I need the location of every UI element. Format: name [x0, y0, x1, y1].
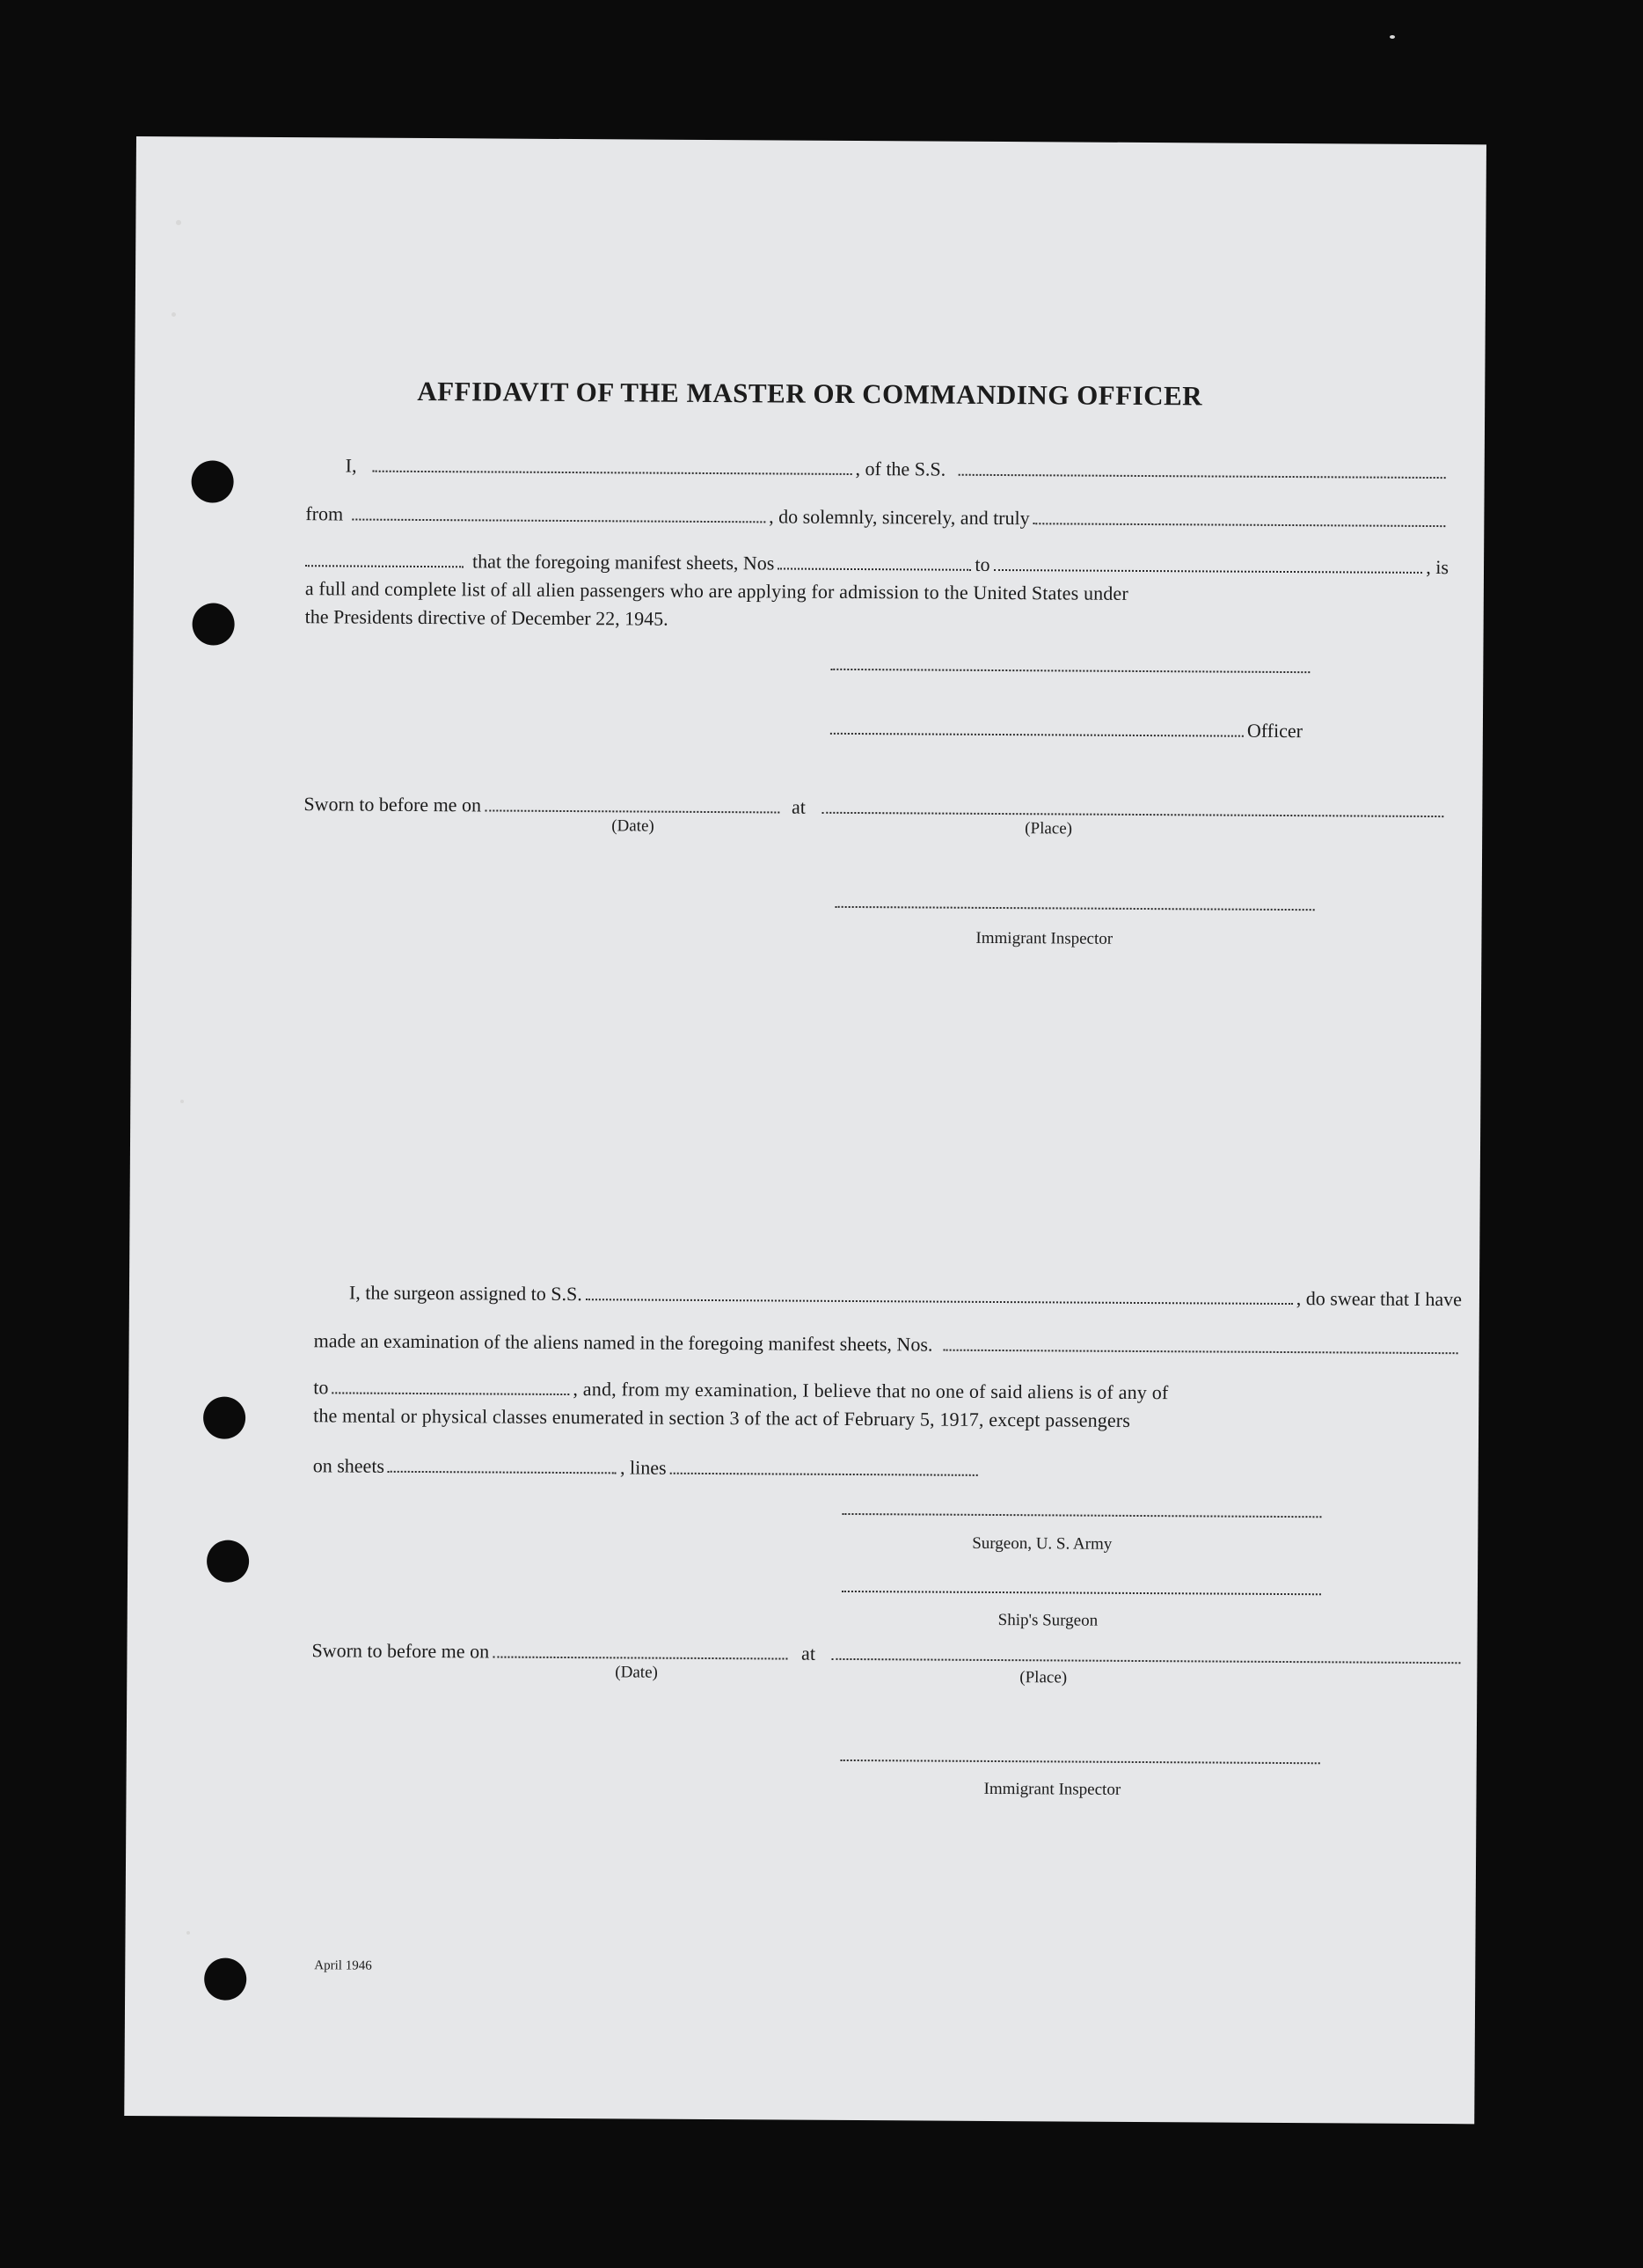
surgeon-ship-field[interactable] — [586, 1298, 1293, 1305]
lines-label: , lines — [619, 1456, 667, 1479]
master-line-5 — [305, 605, 668, 631]
manifest-to-field[interactable] — [994, 568, 1423, 574]
surgeon-sworn-row — [311, 1639, 1464, 1669]
ship-name-field[interactable] — [958, 473, 1445, 479]
surgeon-manifest-to-field[interactable] — [332, 1391, 569, 1395]
from-label: from — [305, 502, 344, 525]
surgeon-sworn-label: Sworn to before me on — [311, 1639, 490, 1663]
oath-field[interactable] — [1033, 522, 1446, 527]
scan-speck — [1390, 35, 1395, 39]
master-statement-text: a full and complete list of all alien passengers who are applying for admission to the United States under — [304, 577, 1128, 604]
examination-text: made an examination of the aliens named in the foregoing manifest sheets, Nos. — [313, 1329, 933, 1356]
surgeon-inspector-signature-line[interactable] — [841, 1760, 1320, 1764]
i-label: I, — [345, 454, 357, 477]
sheets-label: on sheets — [312, 1454, 385, 1477]
surgeon-intro: I, the surgeon assigned to S.S. — [348, 1281, 582, 1306]
scan-speck — [180, 1100, 184, 1103]
punch-hole — [204, 1958, 246, 2001]
punch-hole — [203, 1396, 245, 1438]
surgeon-sworn-place-field[interactable] — [831, 1657, 1460, 1664]
surgeon-date-caption: (Date) — [615, 1663, 658, 1682]
to-label: to — [975, 552, 990, 575]
punch-hole — [191, 460, 233, 502]
ships-surgeon-signature-line[interactable] — [842, 1591, 1321, 1595]
officer-signature-field[interactable] — [830, 732, 1244, 737]
classes-text: the mental or physical classes enumerated in section 3 of the act of February 5, 1917, except passengers — [313, 1404, 1131, 1431]
master-sworn-row — [303, 793, 1447, 823]
oath-continued-field[interactable] — [305, 564, 464, 567]
surgeon-to-label: to — [313, 1376, 329, 1399]
master-line-2 — [305, 502, 1449, 532]
sworn-label: Sworn to before me on — [303, 793, 482, 816]
scan-speck — [176, 220, 181, 225]
at-label: at — [791, 795, 806, 818]
surgeon-place-caption: (Place) — [1019, 1668, 1068, 1687]
surgeon-sworn-date-field[interactable] — [493, 1656, 787, 1660]
surgeon-inspector-caption: Immigrant Inspector — [983, 1779, 1121, 1799]
surgeon-line-5 — [313, 1454, 982, 1482]
manifest-label: that the foregoing manifest sheets, Nos — [471, 550, 775, 574]
directive-text: the Presidents directive of December 22, 1945. — [304, 605, 668, 630]
place-caption: (Place) — [1025, 819, 1073, 838]
sworn-place-field[interactable] — [822, 811, 1443, 817]
army-surgeon-signature-line[interactable] — [842, 1513, 1321, 1518]
surgeon-line-1 — [349, 1282, 1462, 1312]
surgeon-line-3 — [313, 1376, 1461, 1406]
swear-label: , do swear that I have — [1296, 1287, 1463, 1311]
from-port-field[interactable] — [352, 518, 765, 523]
solemnly-label: , do solemnly, sincerely, and truly — [769, 505, 1030, 530]
inspector-caption: Immigrant Inspector — [975, 928, 1114, 948]
form-date: April 1946 — [314, 1958, 372, 1973]
master-line-3 — [305, 549, 1449, 579]
inspector-signature-line[interactable] — [836, 906, 1315, 911]
manifest-from-field[interactable] — [778, 567, 971, 570]
officer-row — [830, 717, 1376, 743]
punch-hole — [207, 1540, 249, 1583]
signature-line[interactable] — [830, 669, 1310, 673]
of-ss-label: , of the S.S. — [855, 457, 946, 480]
surgeon-line-4 — [313, 1404, 1461, 1434]
scan-speck — [172, 312, 176, 317]
army-surgeon-caption: Surgeon, U. S. Army — [972, 1533, 1113, 1554]
surgeon-line-2 — [314, 1329, 1462, 1359]
lines-field[interactable] — [670, 1472, 978, 1476]
master-line-1 — [346, 454, 1449, 484]
sheets-field[interactable] — [388, 1470, 617, 1474]
date-caption: (Date) — [611, 816, 654, 836]
scan-speck — [186, 1931, 190, 1935]
surgeon-manifest-from-field[interactable] — [943, 1349, 1457, 1355]
surgeon-at-label: at — [801, 1642, 816, 1664]
ships-surgeon-caption: Ship's Surgeon — [997, 1611, 1099, 1630]
master-line-4 — [305, 577, 1449, 607]
sworn-date-field[interactable] — [485, 808, 779, 813]
form-page — [124, 136, 1486, 2124]
officer-label: Officer — [1246, 719, 1303, 743]
page-title: AFFIDAVIT OF THE MASTER OR COMMANDING OFFICER — [417, 375, 1203, 412]
punch-hole — [192, 603, 234, 645]
master-name-field[interactable] — [373, 470, 852, 475]
is-label: , is — [1426, 555, 1449, 579]
belief-text: , and, from my examination, I believe that no one of said aliens is of any of — [573, 1378, 1169, 1404]
